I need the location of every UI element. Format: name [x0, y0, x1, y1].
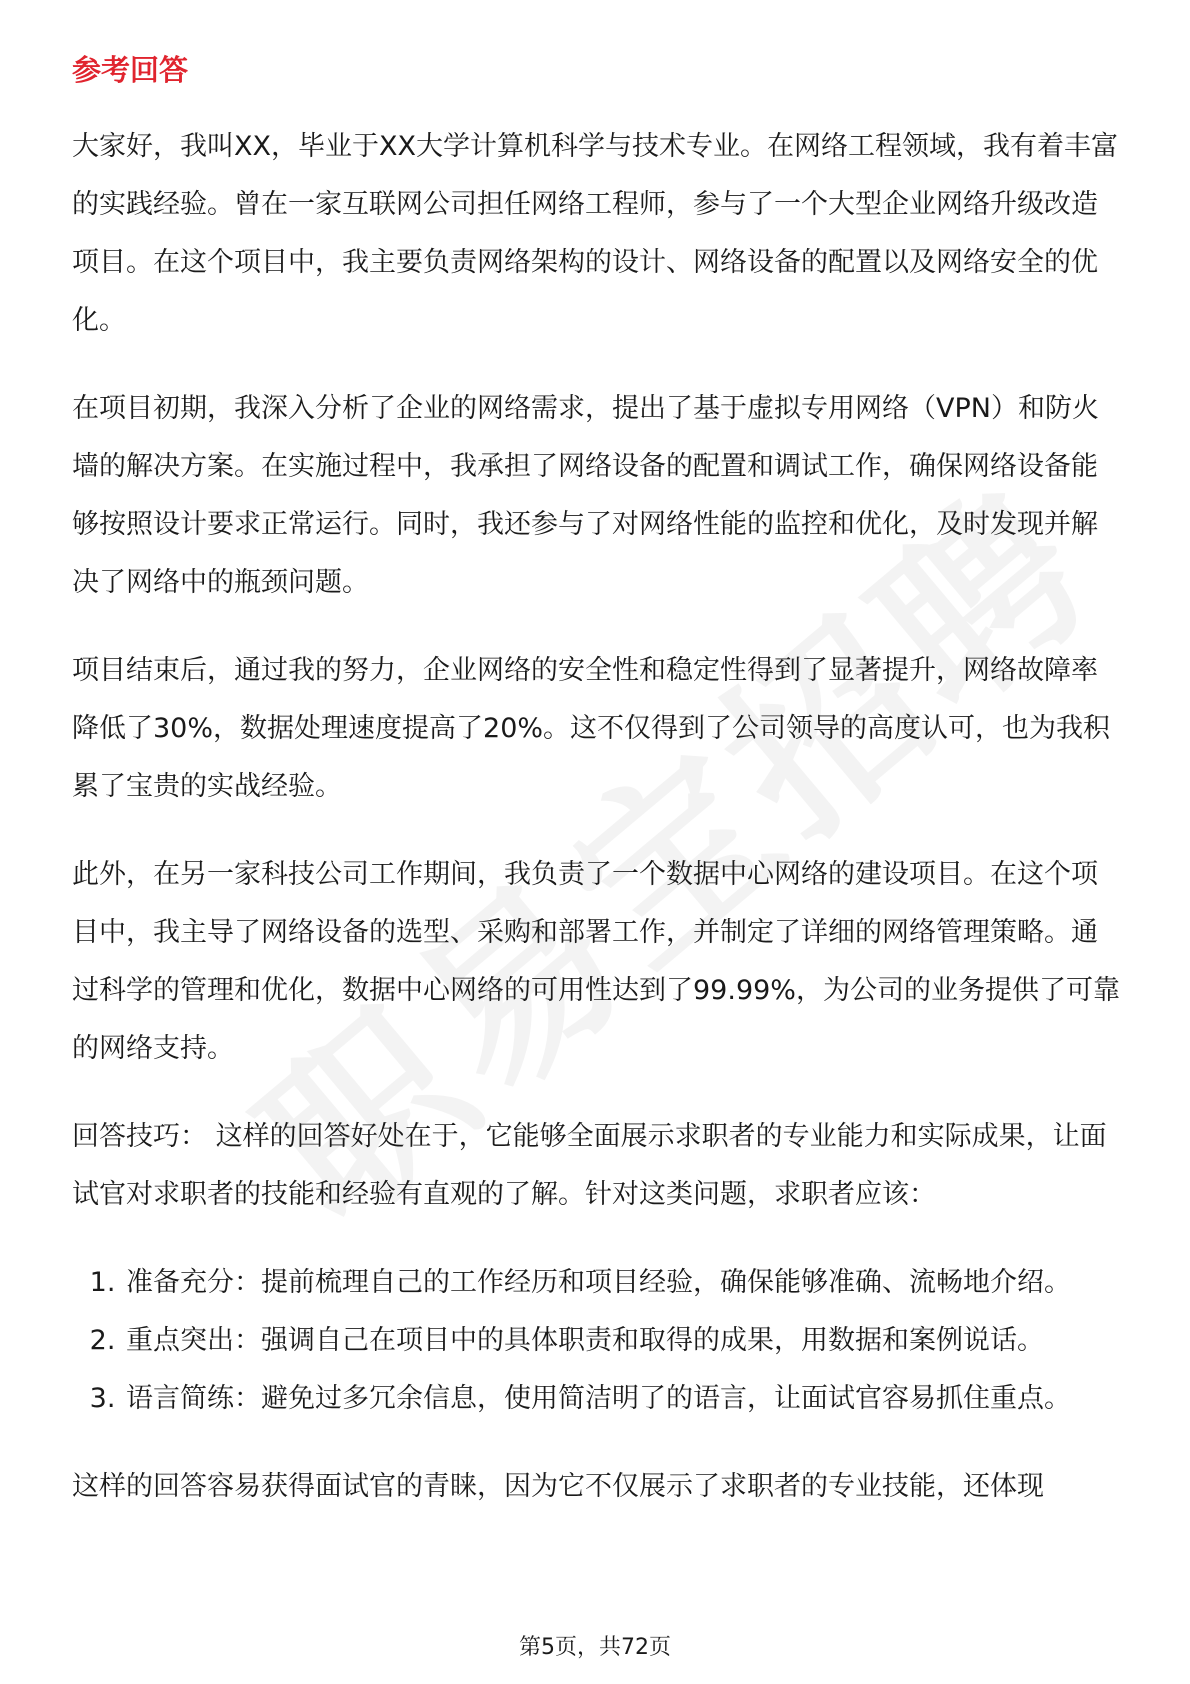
paragraph-tips: 回答技巧： 这样的回答好处在于，它能够全面展示求职者的专业能力和实际成果，让面试官对求职者的技能和经验有直观的了解。针对这类问题，求职者应该：	[72, 1121, 1107, 1210]
section-heading: 参考回答	[72, 53, 189, 87]
paragraph-intro: 大家好，我叫XX，毕业于XX大学计算机科学与技术专业。在网络工程领域，我有着丰富的实践经验。曾在一家互联网公司担任网络工程师，参与了一个大型企业网络升级改造项目。在这个项目中，我主要负责网络架构的设计、网络设备的配置以及网络安全的优化。	[72, 131, 1118, 336]
list-item: 2. 重点突出：强调自己在项目中的具体职责和取得的成果，用数据和案例说话。	[124, 1312, 1122, 1370]
paragraph-project-start: 在项目初期，我深入分析了企业的网络需求，提出了基于虚拟专用网络（VPN）和防火墙的解决方案。在实施过程中，我承担了网络设备的配置和调试工作，确保网络设备能够按照设计要求正常运行。同时，我还参与了对网络性能的监控和优化，及时发现并解决了网络中的瓶颈问题。	[72, 393, 1099, 598]
answer-content	[72, 118, 1122, 1546]
tips-list	[72, 1254, 1122, 1428]
page-number: 第5页，共72页	[519, 1635, 671, 1660]
list-item: 3. 语言简练：避免过多冗余信息，使用简洁明了的语言，让面试官容易抓住重点。	[124, 1370, 1122, 1428]
paragraph-datacenter: 此外，在另一家科技公司工作期间，我负责了一个数据中心网络的建设项目。在这个项目中，我主导了网络设备的选型、采购和部署工作，并制定了详细的网络管理策略。通过科学的管理和优化，数据中心网络的可用性达到了99.99%，为公司的业务提供了可靠的网络支持。	[72, 859, 1120, 1064]
paragraph-closing: 这样的回答容易获得面试官的青睐，因为它不仅展示了求职者的专业技能，还体现	[72, 1471, 1044, 1502]
paragraph-project-result: 项目结束后，通过我的努力，企业网络的安全性和稳定性得到了显著提升，网络故障率降低了30%，数据处理速度提高了20%。这不仅得到了公司领导的高度认可，也为我积累了宝贵的实战经验。	[72, 655, 1111, 802]
list-item: 1. 准备充分：提前梳理自己的工作经历和项目经验，确保能够准确、流畅地介绍。	[124, 1254, 1122, 1312]
